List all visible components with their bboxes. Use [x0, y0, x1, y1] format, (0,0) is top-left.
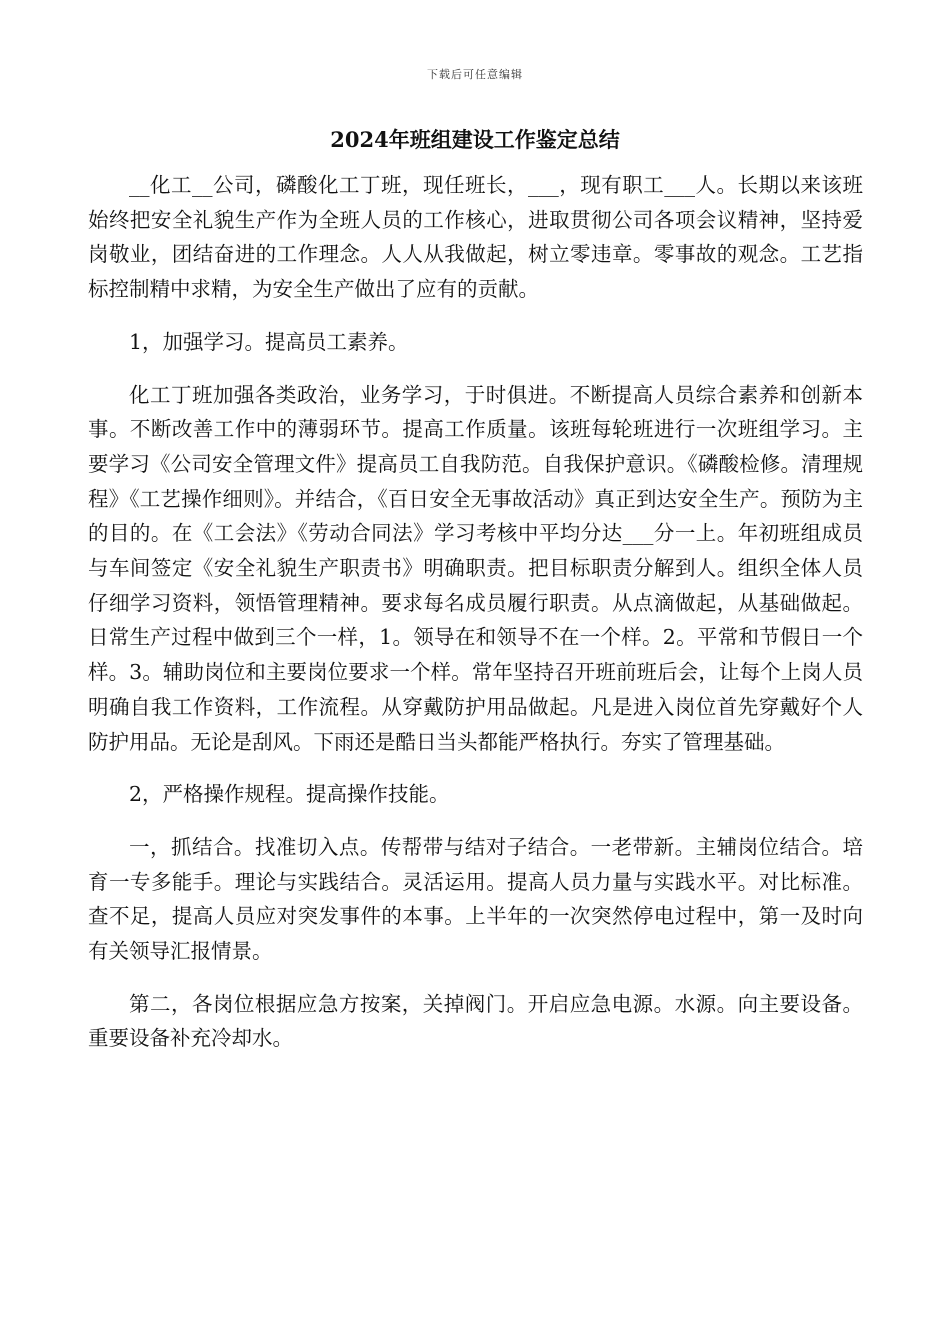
section-heading-1: 1，加强学习。提高员工素养。 [129, 329, 409, 354]
paragraph-section-2-second: 第二，各岗位根据应急方按案，关掉阀门。开启应急电源。水源。向主要设备。重要设备补充冷却水。 [88, 991, 863, 1051]
section-heading-2: 2，严格操作规程。提高操作技能。 [129, 782, 450, 807]
paragraph-intro: __化工__公司，磷酸化工丁班，现任班长，___，现有职工___人。长期以来该班始终把安全礼貌生产作为全班人员的工作核心，进取贯彻公司各项会议精神，坚持爱岗敬业，团结奋进的工作理念。人人从我做起，树立零违章。零事故的观念。工艺指标控制精中求精，为安全生产做出了应有的贡献。 [88, 173, 863, 302]
document-title: 2024年班组建设工作鉴定总结 [330, 127, 620, 152]
paragraph-section-1: 化工丁班加强各类政治，业务学习，于时俱进。不断提高人员综合素养和创新本事。不断改善工作中的薄弱环节。提高工作质量。该班每轮班进行一次班组学习。主要学习《公司安全管理文件》提高员工自我防范。自我保护意识。《磷酸检修。清理规程》《工艺操作细则》。并结合，《百日安全无事故活动》真正到达安全生产。预防为主的目的。在《工会法》《劳动合同法》学习考核中平均分达___分一上。年初班组成员与车间签定《安全礼貌生产职责书》明确职责。把目标职责分解到人。组织全体人员仔细学习资料，领悟管理精神。要求每名成员履行职责。从点滴做起，从基础做起。日常生产过程中做到三个一样，1。领导在和领导不在一个样。2。平常和节假日一个样。3。辅助岗位和主要岗位要求一个样。常年坚持召开班前班后会，让每个上岗人员明确自我工作资料，工作流程。从穿戴防护用品做起。凡是进入岗位首先穿戴好个人防护用品。无论是刮风。下雨还是酷日当头都能严格执行。夯实了管理基础。 [88, 382, 863, 754]
document-body [88, 168, 863, 1056]
page-header-note: 下载后可任意编辑 [427, 68, 523, 81]
paragraph-section-2-first: 一，抓结合。找准切入点。传帮带与结对子结合。一老带新。主辅岗位结合。培育一专多能手。理论与实践结合。灵活运用。提高人员力量与实践水平。对比标准。查不足，提高人员应对突发事件的本事。上半年的一次突然停电过程中，第一及时向有关领导汇报情景。 [88, 834, 863, 964]
